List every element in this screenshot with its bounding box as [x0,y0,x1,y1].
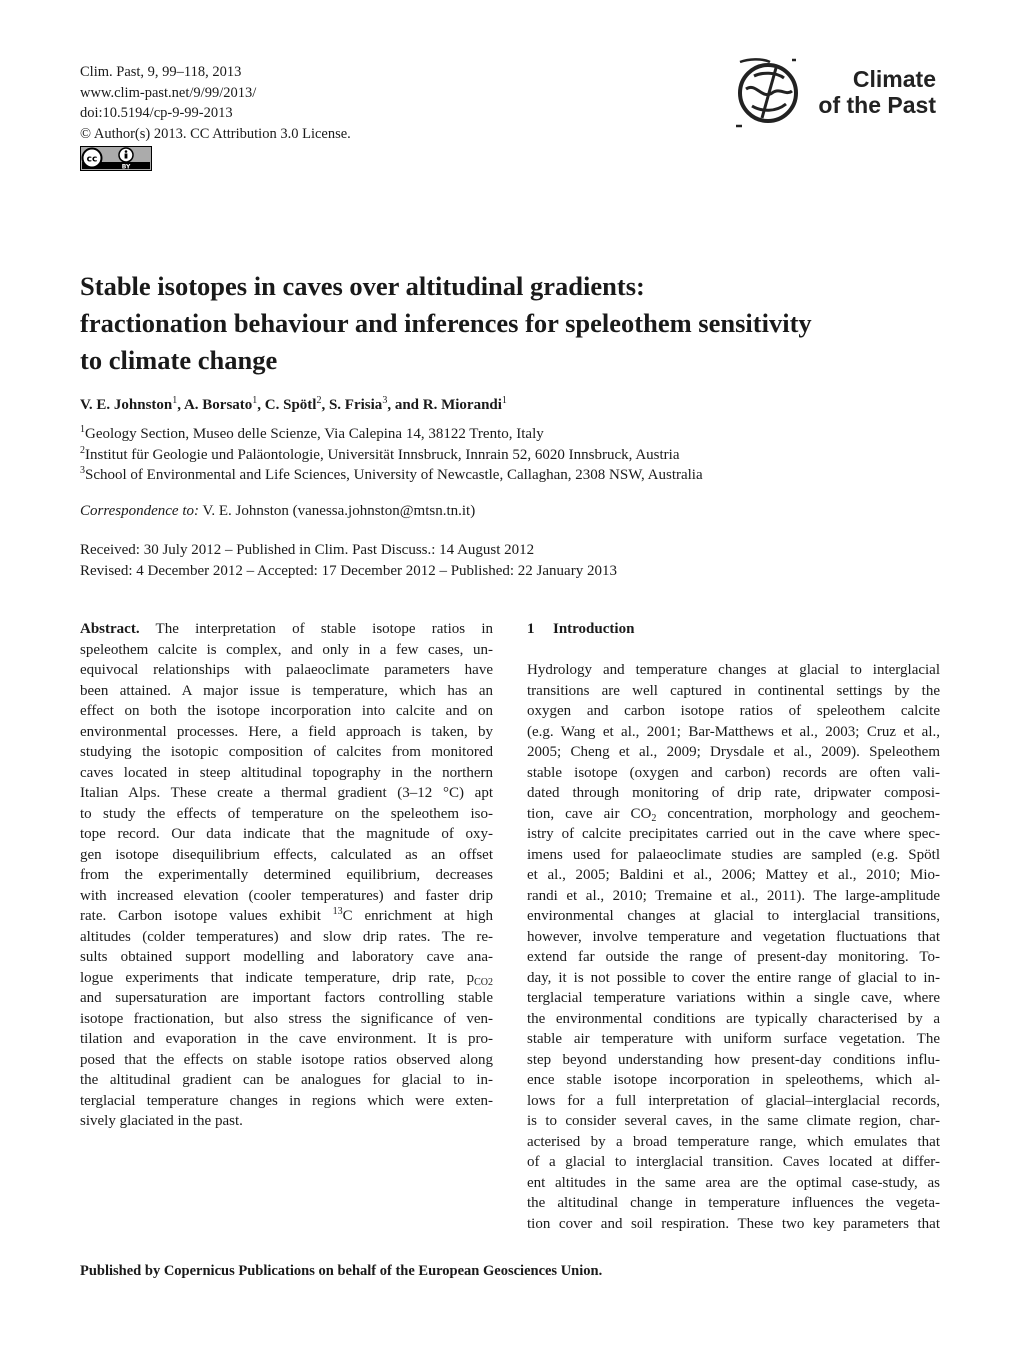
author-name: C. Spötl [264,397,317,413]
abstract-line: altitudes (colder temperatures) and slow drip rates. The re- [80,928,493,945]
introduction-line: dated through monitoring of drip rate, dripwater composi- [527,785,940,801]
abstract-line: sively glaciated in the past. [80,1113,243,1129]
abstract-line: effect on both the isotope incorporation into calcite and on [80,703,493,719]
introduction-line: the environmental conditions are typically characterised by a [527,1010,940,1027]
author-name: R. Miorandi [422,397,502,413]
introduction-line: extend far outside the range of present-day monitoring. To- [527,949,940,965]
introduction-line: is to consider several caves, in the same climate region, char- [527,1113,940,1129]
abstract-line: rate. Carbon isotope values exhibit $^{13}$C enrichment at high [80,906,493,924]
introduction-line: of a glacial to interglacial transition. Caves located at differ- [527,1154,940,1170]
introduction-line: however, involve temperature and vegetation fluctuations that [527,928,940,945]
correspondence-contact[interactable]: V. E. Johnston (vanessa.johnston@mtsn.tn.it) [199,503,476,519]
climate-of-the-past-emblem-icon [732,56,812,130]
introduction-line: istry of calcite precipitates carried out in the cave where spec- [527,826,940,842]
abstract-line: Abstract. The interpretation of stable isotope ratios in [80,621,493,637]
title-line: Stable isotopes in caves over altitudinal gradients: [80,271,645,301]
introduction-line: environmental changes at glacial to interglacial transitions, [527,908,940,924]
abstract-line: sults obtained support modelling and laboratory cave ana- [80,949,493,965]
dates-line: Received: 30 July 2012 – Published in Clim. Past Discuss.: 14 August 2012 [80,542,535,558]
publication-dates [80,540,617,581]
license-line: © Author(s) 2013. CC Attribution 3.0 License. [80,125,351,142]
abstract-line: caves located in steep altitudinal topography in the northern [80,764,493,781]
affiliation-list [80,424,703,486]
affiliation-text: Geology Section, Museo delle Scienze, Via Calepina 14, 38122 Trento, Italy [85,426,544,442]
correspondence-line [80,503,475,520]
correspondence-label: Correspondence to: [80,503,200,519]
abstract-line: with increased elevation (cooler temperatures) and faster drip [80,887,493,904]
introduction-line: the altitudinal change in temperature influences the vegeta- [527,1195,940,1211]
abstract-line: speleothem calcite is complex, and only in a few cases, un- [80,641,493,658]
affiliation [80,465,703,486]
introduction-line: (e.g. Wang et al., 2001; Bar-Matthews et al., 2003; Cruz et al., [527,723,940,740]
introduction-line: ence stable isotope incorporation in speleothems, which al- [527,1072,940,1088]
author-affiliation-marker: 1 [501,395,507,406]
introduction-body [527,660,940,1234]
citation-header [80,62,351,144]
author-affiliation-marker: 2 [316,395,322,406]
title-line: to climate change [80,345,278,375]
abstract-line: and supersaturation are important factors controlling stable [80,990,493,1006]
section-title: Introduction [553,621,635,637]
abstract-line: logue experiments that indicate temperature, drip rate, $p_{CO2}$ [80,969,493,988]
introduction-line: oxygen and carbon isotope ratios of speleothem calcite [527,703,940,719]
introduction-line: stable air temperature with uniform surface vegetation. The [527,1031,940,1047]
publisher-footer: Published by Copernicus Publications on behalf of the European Geosciences Union. [80,1263,603,1279]
journal-name-line2: of the Past [818,92,936,118]
affiliation-number: 3 [80,465,85,476]
abstract-line: terglacial temperature changes in regions which were exten- [80,1092,493,1109]
citation-url[interactable]: www.clim-past.net/9/99/2013/ [80,84,257,101]
affiliation [80,424,703,445]
abstract-line: studying the isotopic composition of calcites from monitored [80,744,493,760]
author-affiliation-marker: 1 [252,395,258,406]
subscript: CO2 [474,976,493,988]
introduction-line: 2005; Cheng et al., 2009; Drysdale et al., 2009). Speleothem [527,744,940,760]
abstract-line: equivocal relationships with palaeoclimate parameters have [80,662,493,678]
article-title [80,268,940,379]
title-line: fractionation behaviour and inferences for speleothem sensitivity [80,308,812,338]
citation-line: Clim. Past, 9, 99–118, 2013 [80,64,242,80]
abstract-line: the altitudinal gradient can be analogues for glacial to in- [80,1072,493,1088]
author-name: V. E. Johnston [80,397,173,413]
journal-logo [732,56,940,130]
author-name: S. Frisia [328,397,383,413]
abstract-line: Italian Alps. These create a thermal gradient (3–12 °C) apt [80,785,493,801]
superscript: 13 [332,906,343,917]
affiliation-text: School of Environmental and Life Sciences, University of Newcastle, Callaghan, 2308 NSW, Australia [85,467,703,483]
introduction-column [527,619,940,1234]
cc-by-license-badge[interactable] [80,146,152,171]
abstract-line: tope record. Our data indicate that the magnitude of oxy- [80,826,493,842]
abstract-line: gen isotope disequilibrium effects, calculated as an offset [80,846,493,863]
introduction-line: stable isotope (oxygen and carbon) records are often vali- [527,764,940,781]
abstract-line: posed that the effects on stable isotope ratios observed along [80,1051,493,1068]
affiliation [80,445,703,466]
introduction-line: day, it is not possible to cover the entire range of glacial to in- [527,969,940,986]
abstract-line: been attained. A major issue is temperature, which has an [80,682,493,699]
introduction-line: Hydrology and temperature changes at glacial to interglacial [527,662,940,678]
introduction-line: lows for a full interpretation of glacial–interglacial records, [527,1092,940,1109]
author-list: V. E. Johnston$^1$, A. Borsato$^1$, C. Spötl$^2$, S. Frisia$^3$, and R. Miorandi$^1$ [80,395,507,413]
introduction-line: acterised by a broad temperature range, which emulates that [527,1133,940,1150]
abstract-line: environmental processes. Here, a field approach is taken, by [80,723,493,740]
affiliation-text: Institut für Geologie und Paläontologie, Universität Innsbruck, Innrain 52, 6020 Innsbruck, Austria [85,446,680,463]
svg-text:cc: cc [86,154,98,165]
journal-name-line1: Climate [852,66,936,92]
author-affiliation-marker: 1 [172,395,178,406]
citation-doi[interactable]: doi:10.5194/cp-9-99-2013 [80,105,233,121]
affiliation-number: 2 [80,444,85,456]
section-number: 1 [527,621,535,637]
subscript: 2 [651,812,657,824]
abstract-line: isotope fractionation, but also stress the significance of ven- [80,1010,493,1027]
abstract-line: tilation and evaporation in the cave environment. It is pro- [80,1031,493,1047]
introduction-heading [527,619,940,640]
introduction-line: ent altitudes in the same area are the optimal case-study, as [527,1174,940,1191]
abstract-label: Abstract. [80,621,140,637]
abstract-line: to study the effects of temperature on the speleothem iso- [80,805,493,822]
author-affiliation-marker: 3 [382,395,388,406]
abstract-line: from the experimentally determined equilibrium, decreases [80,867,493,883]
dates-line: Revised: 4 December 2012 – Accepted: 17 December 2012 – Published: 22 January 2013 [80,562,617,579]
affiliation-number: 1 [80,424,85,435]
introduction-line: step beyond understanding how present-day conditions influ- [527,1051,940,1068]
introduction-line: et al., 2005; Baldini et al., 2006; Mattey et al., 2010; Mio- [527,867,940,883]
introduction-line: randi et al., 2010; Tremaine et al., 2011). The large-amplitude [527,887,940,904]
introduction-line: tion, cave air $CO_2$ concentration, morphology and geochem- [527,805,940,824]
cc-by-label: BY [121,163,131,171]
introduction-line: terglacial temperature variations within a single cave, where [527,990,940,1006]
introduction-line: tion cover and soil respiration. These two key parameters that [527,1215,940,1232]
abstract-column [80,619,493,1132]
introduction-line: transitions are well captured in continental settings by the [527,682,940,699]
introduction-line: imens used for palaeoclimate studies are sampled (e.g. Spötl [527,846,940,863]
author-name: A. Borsato [183,397,253,413]
